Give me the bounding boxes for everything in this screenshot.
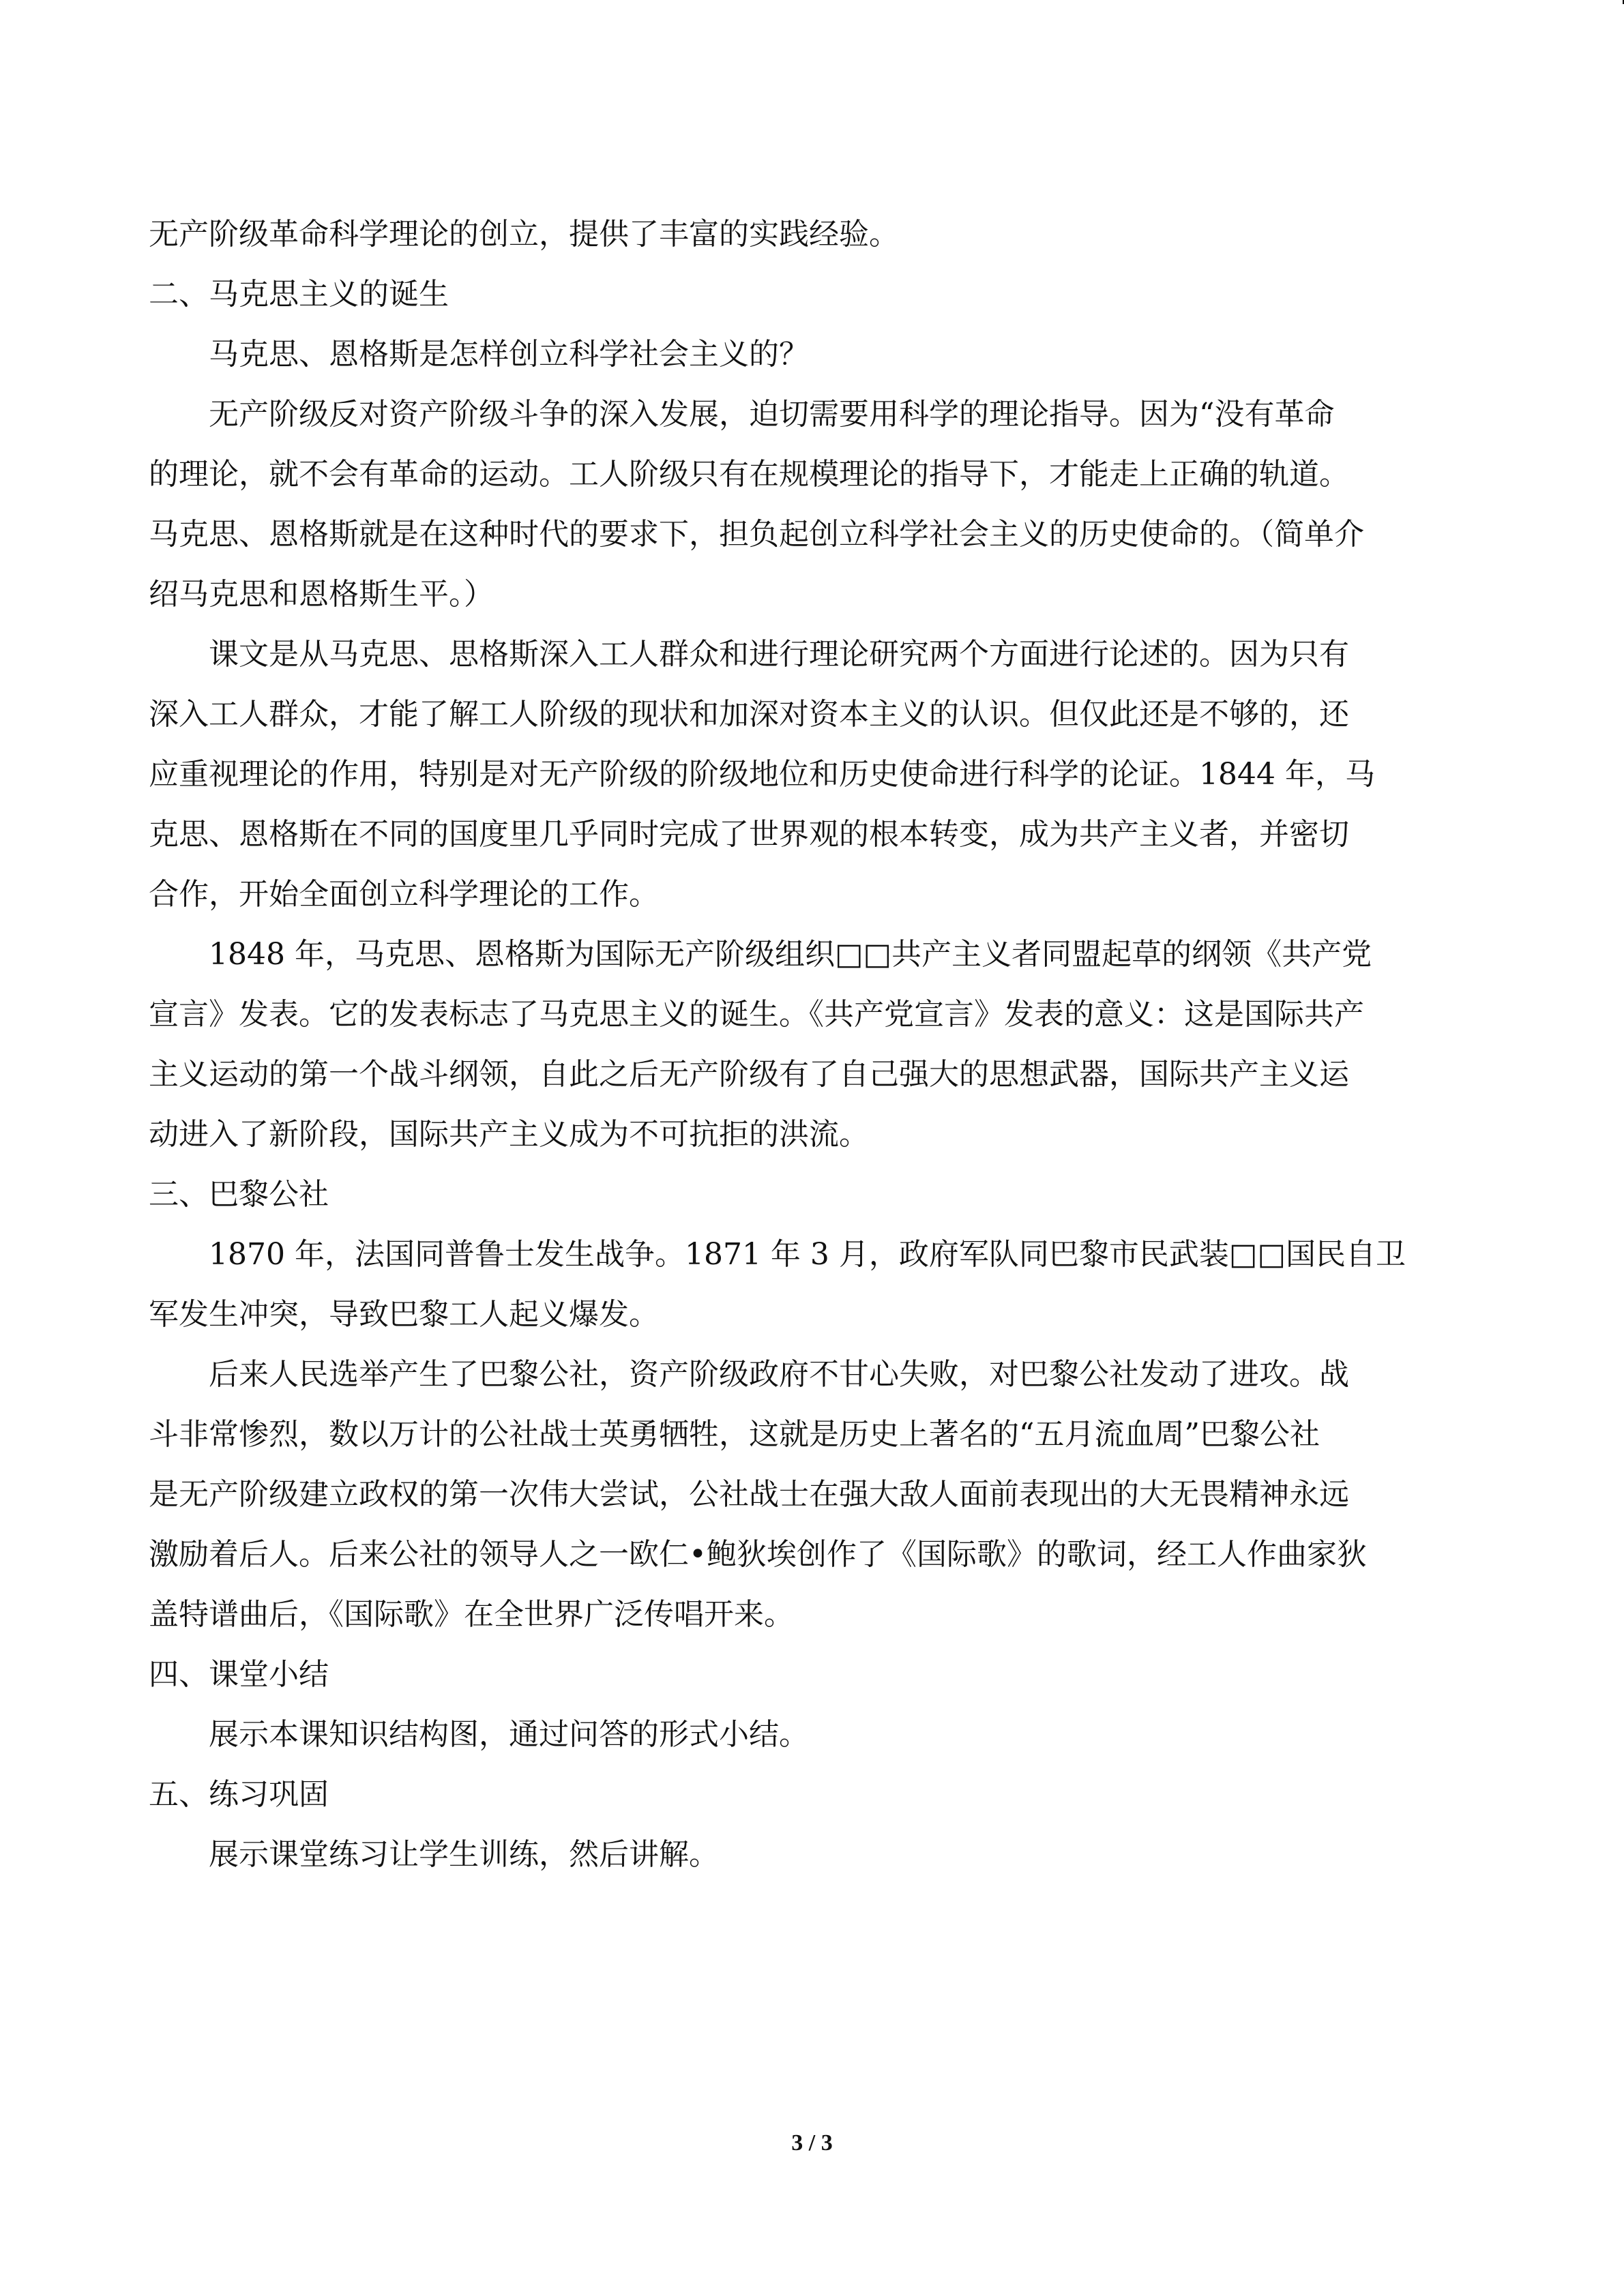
paragraph-line: 动进入了新阶段，国际共产主义成为不可抗拒的洪流。	[149, 1117, 869, 1152]
section-heading-class-summary: 四、课堂小结	[149, 1657, 329, 1692]
paragraph-line: 展示课堂练习让学生训练，然后讲解。	[209, 1837, 719, 1872]
paragraph-line: 展示本课知识结构图，通过问答的形式小结。	[209, 1717, 809, 1752]
paragraph-line: 斗非常惨烈，数以万计的公社战士英勇牺牲，这就是历史上著名的“五月流血周”巴黎公社	[149, 1417, 1320, 1452]
paragraph-line: 应重视理论的作用，特别是对无产阶级的阶级地位和历史使命进行科学的论证。1844 年，马	[149, 757, 1375, 792]
paragraph-line: 后来人民选举产生了巴黎公社，资产阶级政府不甘心失败，对巴黎公社发动了进攻。战	[209, 1357, 1349, 1392]
paragraph-line: 主义运动的第一个战斗纲领，自此之后无产阶级有了自己强大的思想武器，国际共产主义运	[149, 1057, 1349, 1092]
paragraph-line: 1870 年，法国同普鲁士发生战争。1871 年 3 月，政府军队同巴黎市民武装□□国民自卫	[209, 1237, 1406, 1272]
paragraph-line: 无产阶级反对资产阶级斗争的深入发展，迫切需要用科学的理论指导。因为“没有革命	[209, 397, 1335, 432]
paragraph-line: 军发生冲突，导致巴黎工人起义爆发。	[149, 1297, 659, 1332]
paragraph-line: 克思、恩格斯在不同的国度里几乎同时完成了世界观的根本转变，成为共产主义者，并密切	[149, 817, 1349, 852]
section-heading-practice: 五、练习巩固	[149, 1777, 329, 1812]
question-line: 马克思、恩格斯是怎样创立科学社会主义的？	[209, 337, 809, 372]
section-heading-paris-commune: 三、巴黎公社	[149, 1177, 329, 1212]
section-heading-marxism-birth: 二、马克思主义的诞生	[149, 277, 449, 312]
paragraph-line: 绍马克思和恩格斯生平。）	[149, 577, 494, 612]
paragraph-line: 课文是从马克思、思格斯深入工人群众和进行理论研究两个方面进行论述的。因为只有	[209, 637, 1349, 672]
paragraph-line: 激励着后人。后来公社的领导人之一欧仁•鲍狄埃创作了《国际歌》的歌词，经工人作曲家狄	[149, 1537, 1367, 1572]
page-number: 3 / 3	[791, 2130, 833, 2156]
paragraph-line: 的理论，就不会有革命的运动。工人阶级只有在规模理论的指导下，才能走上正确的轨道。	[149, 457, 1349, 492]
paragraph-line: 1848 年，马克思、恩格斯为国际无产阶级组织□□共产主义者同盟起草的纲领《共产党	[209, 937, 1372, 972]
paragraph-line: 马克思、恩格斯就是在这种时代的要求下，担负起创立科学社会主义的历史使命的。（简单介	[149, 517, 1364, 552]
paragraph-line: 盖特谱曲后，《国际歌》在全世界广泛传唱开来。	[149, 1597, 794, 1632]
body-text	[149, 205, 1479, 1885]
paragraph-line: 深入工人群众，才能了解工人阶级的现状和加深对资本主义的认识。但仅此还是不够的，还	[149, 697, 1349, 732]
paragraph-line: 是无产阶级建立政权的第一次伟大尝试，公社战士在强大敌人面前表现出的大无畏精神永远	[149, 1477, 1349, 1512]
paragraph-line: 宣言》发表。它的发表标志了马克思主义的诞生。《共产党宣言》发表的意义：这是国际共产	[149, 997, 1364, 1032]
paragraph-line: 无产阶级革命科学理论的创立，提供了丰富的实践经验。	[149, 217, 899, 252]
paragraph-line: 合作，开始全面创立科学理论的工作。	[149, 877, 659, 912]
